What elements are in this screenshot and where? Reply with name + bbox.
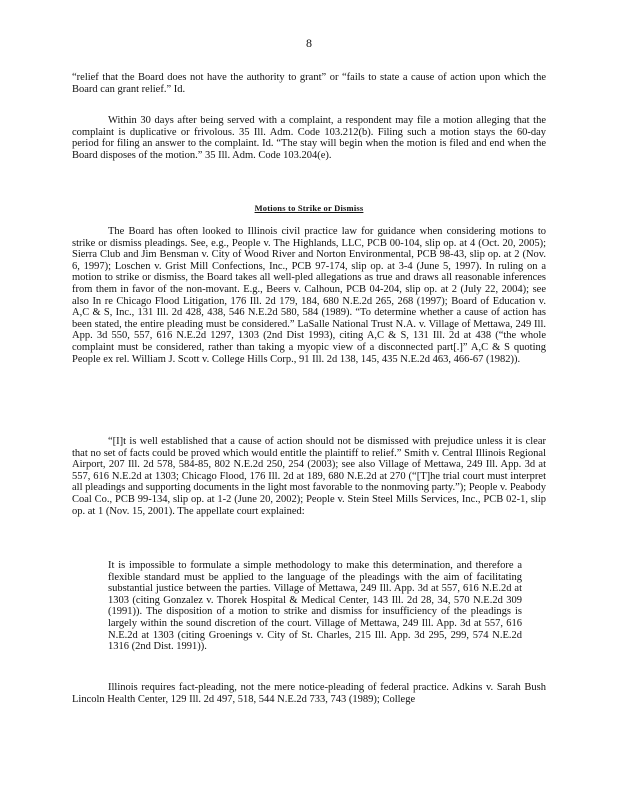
paragraph-well-established: “[I]t is well established that a cause of action should not be dismissed with prejudice unless it is clear that no set of facts could be proved which would entitle the plaintiff to relief.” Smith v. Central Illinois Regional Airport, 207 Ill. 2d 578, 584-85, 802 N.E.2d 250, 254 (2003); see also Village of Mettawa, 249 Ill. App. 3d at 557, 616 N.E.2d at 1303; Chicago Flood, 176 Ill. 2d at 189, 680 N.E.2d at 270 (“[T]he trial court must interpret all pleadings and supporting documents in the light most favorable to the nonmoving party.”); People v. Peabody Coal Co., PCB 99-134, slip op. at 1-2 (June 20, 2002); People v. Stein Steel Mills Services, Inc., PCB 02-1, slip op. at 1 (Nov. 15, 2001). The appellate court explained: xyxy=(72,436,546,517)
paragraph-motion-filing: Within 30 days after being served with a complaint, a respondent may file a motion alleging that the complaint is duplicative or frivolous. 35 Ill. Adm. Code 103.212(b). Filing such a motion stays the 60-day period for filing an answer to the complaint. Id. “The stay will begin when the motion is filed and end when the Board disposes of the motion.” 35 Ill. Adm. Code 103.204(e). xyxy=(72,115,546,161)
paragraph-relief-quote: “relief that the Board does not have the authority to grant” or “fails to state a cause of action upon which the Board can grant relief.” Id. xyxy=(72,72,546,95)
paragraph-fact-pleading: Illinois requires fact-pleading, not the mere notice-pleading of federal practice. Adkins v. Sarah Bush Lincoln Health Center, 129 Ill. 2d 497, 518, 544 N.E.2d 733, 743 (1989); College xyxy=(72,682,546,705)
paragraph-civil-practice: The Board has often looked to Illinois civil practice law for guidance when considering motions to strike or dismiss pleadings. See, e.g., People v. The Highlands, LLC, PCB 00-104, slip op. at 4 (Oct. 20, 2005); Sierra Club and Jim Bensman v. City of Wood River and Norton Environmental, PCB 98-43, slip op. at 2 (Nov. 6, 1997); Loschen v. Grist Mill Confections, Inc., PCB 97-174, slip op. at 3-4 (June 5, 1997). In ruling on a motion to strike or dismiss, the Board takes all well-pled allegations as true and draws all reasonable inferences from them in favor of the non-movant. E.g., Beers v. Calhoun, PCB 04-204, slip op. at 2 (July 22, 2004); see also In re Chicago Flood Litigation, 176 Ill. 2d 179, 184, 680 N.E.2d 265, 268 (1997); Board of Education v. A,C & S, Inc., 131 Ill. 2d 428, 438, 546 N.E.2d 580, 584 (1989). “To determine whether a cause of action has been stated, the entire pleading must be considered.” LaSalle National Trust N.A. v. Village of Mettawa, 249 Ill. App. 3d 550, 557, 616 N.E.2d 1297, 1303 (2nd Dist 1993), citing A,C & S, 131 Ill. 2d at 438 (“the whole complaint must be considered, rather than taking a myopic view of a disconnected part[.]” A,C & S quoting People ex rel. William J. Scott v. College Hills Corp., 91 Ill. 2d 138, 145, 435 N.E.2d 463, 466-67 (1982)). xyxy=(72,226,546,365)
page-number: 8 xyxy=(306,36,312,50)
section-heading xyxy=(0,203,618,213)
heading-text: Motions to Strike or Dismiss xyxy=(254,203,364,213)
block-quote: It is impossible to formulate a simple methodology to make this determination, and therefore a flexible standard must be applied to the language of the pleadings with the aim of facilitating substantial justice between the parties. Village of Mettawa, 249 Ill. App. 3d at 557, 616 N.E.2d at 1303 (citing Gonzalez v. Thorek Hospital & Medical Center, 143 Ill. 2d 28, 34, 570 N.E.2d 309 (1991)). The disposition of a motion to strike and dismiss for insufficiency of the pleadings is largely within the sound discretion of the court. Village of Mettawa, 249 Ill. App. 3d at 557, 616 N.E.2d at 1303 (citing Groenings v. City of St. Charles, 215 Ill. App. 3d 295, 299, 574 N.E.2d 1316 (2nd Dist. 1991)). xyxy=(108,560,522,653)
